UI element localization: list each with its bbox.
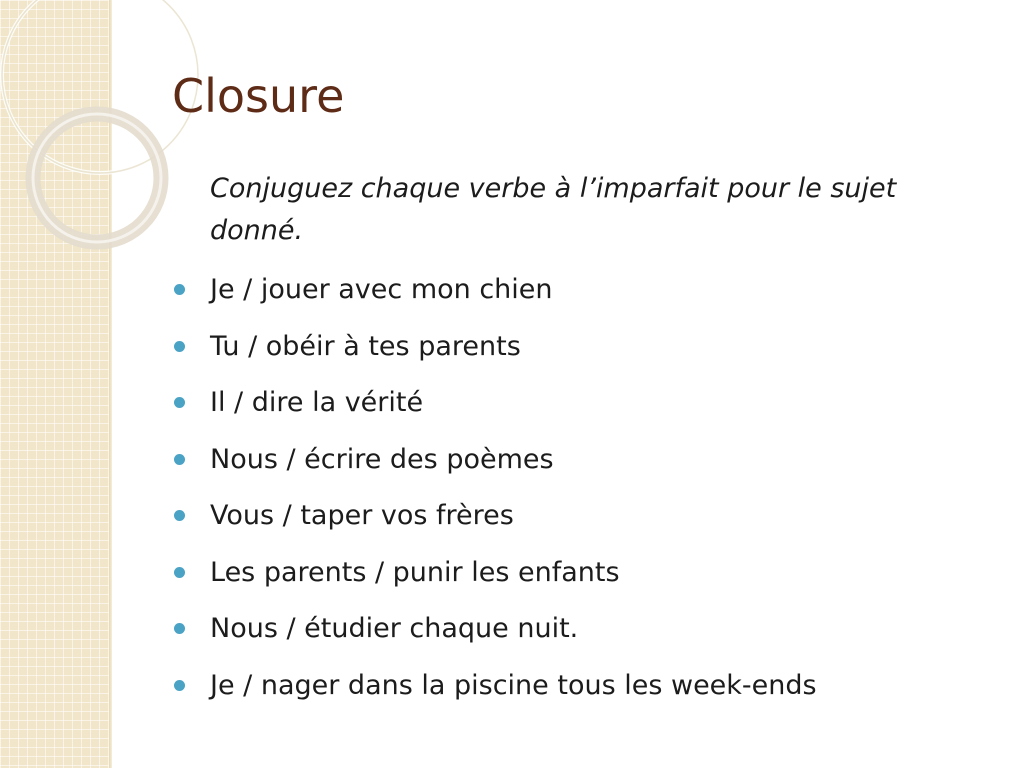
list-item-text: Nous / étudier chaque nuit. — [210, 613, 579, 644]
list-item-text: Les parents / punir les enfants — [210, 556, 620, 588]
list-item-text: Je / jouer avec mon chien — [210, 274, 553, 305]
instruction-text: Conjuguez chaque verbe à l’imparfait pour le sujet donné. — [210, 173, 897, 246]
decorative-ring-small-highlight — [33, 114, 161, 242]
list-item-text: Je / nager dans la piscine tous les week-ends — [210, 669, 817, 701]
bullet-dot-icon — [174, 623, 185, 634]
bullet-dot-icon — [174, 284, 185, 295]
bullet-dot-icon — [174, 454, 185, 465]
list-item — [172, 432, 972, 489]
list-item — [172, 545, 972, 602]
bullet-dot-icon — [174, 510, 185, 521]
list-item — [172, 262, 972, 319]
slide-content — [172, 168, 972, 714]
bullet-dot-icon — [174, 341, 185, 352]
list-item — [172, 601, 972, 658]
bullet-dot-icon — [174, 567, 185, 578]
decorative-ring-large — [2, 0, 198, 173]
list-item — [172, 319, 972, 376]
list-item-text: Nous / écrire des poèmes — [210, 443, 554, 475]
slide-title: Closure — [172, 69, 345, 123]
list-item — [172, 375, 972, 432]
list-item-text: Vous / taper vos frères — [210, 500, 514, 531]
bullet-dot-icon — [174, 397, 185, 408]
bullet-dot-icon — [174, 680, 185, 691]
list-item-text: Il / dire la vérité — [210, 387, 424, 418]
list-item — [172, 658, 972, 715]
list-item — [172, 488, 972, 545]
list-item-text: Tu / obéir à tes parents — [210, 330, 521, 362]
